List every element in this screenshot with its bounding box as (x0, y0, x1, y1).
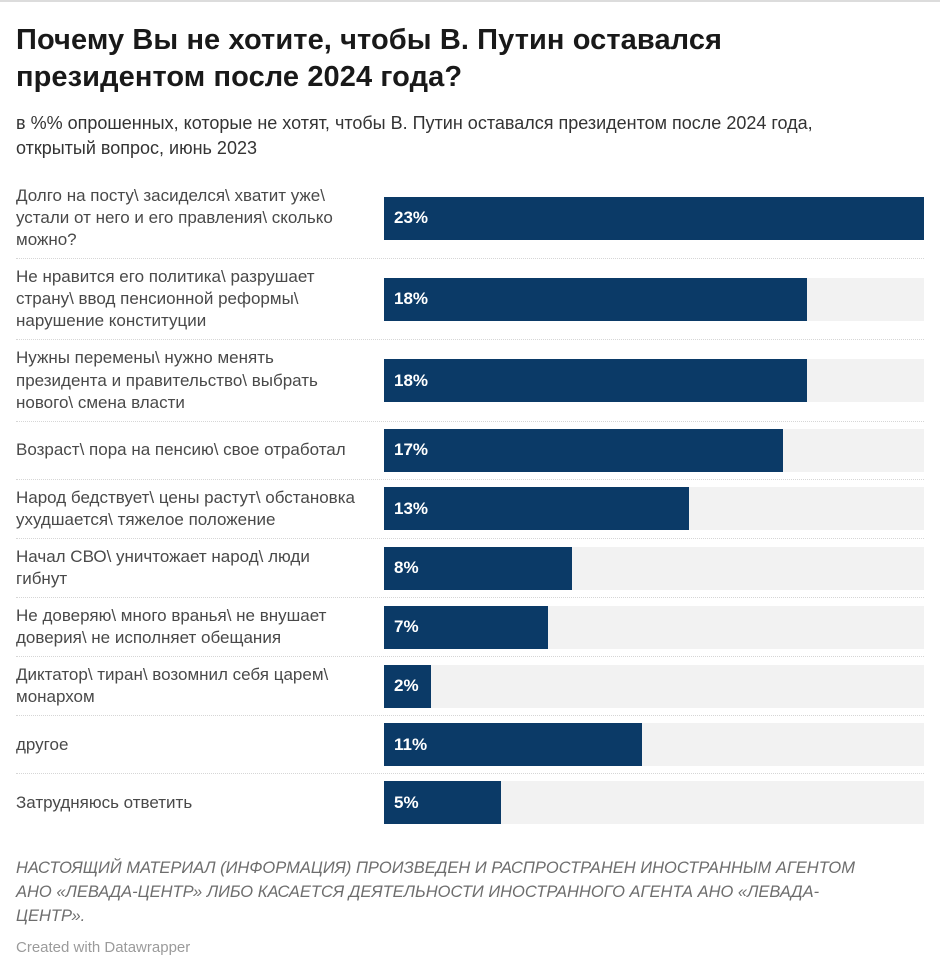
bar-fill (384, 429, 783, 472)
bar-track (384, 487, 924, 530)
table-row (16, 539, 924, 598)
table-row (16, 774, 924, 831)
datawrapper-credit: Created with Datawrapper (16, 939, 191, 957)
value-label: 8% (394, 558, 419, 577)
category-label: Не нравится его политика\ разрушает страну\ ввод пенсионной реформы\ нарушение конституции (16, 267, 315, 331)
foreign-agent-disclaimer: НАСТОЯЩИЙ МАТЕРИАЛ (ИНФОРМАЦИЯ) ПРОИЗВЕДЕН И РАСПРОСТРАНЕН ИНОСТРАННЫМ АГЕНТОМ АНО «ЛЕВАДА-ЦЕНТР» ЛИБО КАСАЕТСЯ ДЕЯТЕЛЬНОСТИ ИНОСТРАННОГО АГЕНТА АНО «ЛЕВАДА-ЦЕНТР». (16, 859, 856, 926)
value-label: 2% (394, 676, 419, 696)
bar-fill (384, 781, 501, 824)
table-row (16, 598, 924, 657)
bar-track (384, 723, 924, 766)
bar-track (384, 781, 924, 824)
bar-track (384, 359, 924, 402)
table-row (16, 178, 924, 259)
bar-fill (384, 487, 689, 530)
table-row (16, 716, 924, 774)
value-label: 5% (394, 792, 419, 812)
category-label: Начал СВО\ уничтожает народ\ люди гибнут (16, 546, 310, 588)
table-row (16, 422, 924, 480)
bar-fill (384, 359, 807, 402)
table-row (16, 480, 924, 539)
table-row (16, 340, 924, 421)
value-label: 7% (394, 617, 419, 637)
chart-subtitle: в %% опрошенных, которые не хотят, чтобы В. Путин оставался президентом после 2024 года, открытый вопрос, июнь 2023 (16, 113, 813, 159)
value-label: 23% (394, 208, 429, 228)
bar-fill (384, 278, 807, 321)
page-title: Почему Вы не хотите, чтобы В. Путин оставался президентом после 2024 года? (16, 24, 723, 94)
value-label: 13% (394, 498, 429, 518)
category-label: Народ бедствует\ цены растут\ обстановка ухудшается\ тяжелое положение (16, 487, 355, 529)
bar-track (384, 547, 924, 590)
bar-fill (384, 723, 642, 766)
bar-track (384, 606, 924, 649)
value-label: 18% (394, 289, 429, 309)
bar-fill (384, 606, 548, 649)
value-label: 11% (394, 734, 428, 754)
bar-fill (384, 197, 924, 240)
bar-track (384, 429, 924, 472)
bar-track (384, 665, 924, 708)
category-label: Не доверяю\ много вранья\ не внушает доверия\ не исполняет обещания (16, 606, 327, 648)
category-label: Возраст\ пора на пенсию\ свое отработал (16, 440, 346, 460)
bar-chart (16, 178, 924, 832)
category-label: другое (16, 734, 69, 754)
bar-fill (384, 547, 572, 590)
value-label: 17% (394, 440, 429, 460)
bar-fill (384, 665, 431, 708)
category-label: Затрудняюсь ответить (16, 792, 193, 812)
category-label: Нужны перемены\ нужно менять президента и правительство\ выбрать нового\ смена власти (16, 348, 318, 412)
category-label: Долго на посту\ засиделся\ хватит уже\ устали от него и его правления\ сколько можно? (16, 185, 333, 250)
bar-track (384, 278, 924, 321)
table-row (16, 657, 924, 716)
category-label: Диктатор\ тиран\ возомнил себя царем\ монархом (16, 665, 329, 707)
value-label: 18% (394, 370, 429, 390)
bar-track (384, 197, 924, 240)
table-row (16, 259, 924, 340)
